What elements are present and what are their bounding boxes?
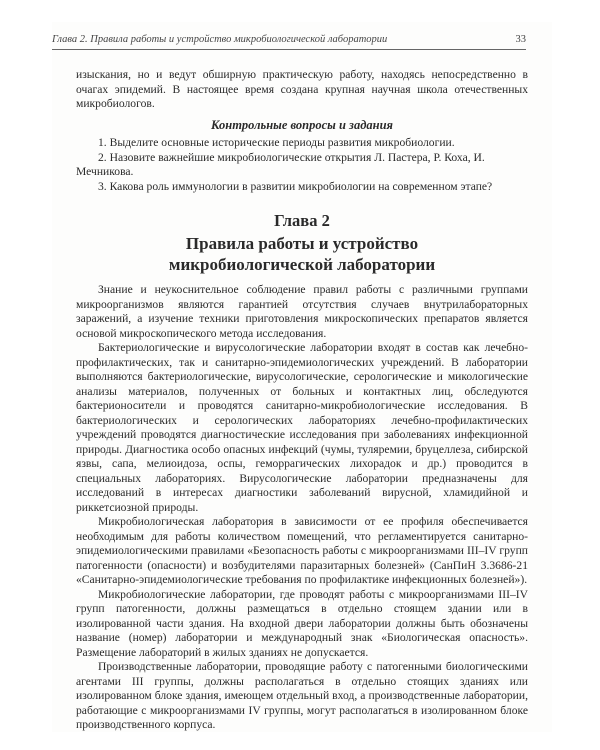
running-header (52, 34, 526, 50)
running-title: Глава 2. Правила работы и устройство микробиологической лаборатории (52, 34, 388, 45)
body-paragraph-4: Микробиологические лаборатории, где проводят работы с микроорганизмами III–IV групп патогенности, должны размещаться в отдельно стоящем здании или в изолированной части здания. На входной двери лаборатории должны быть обозначены название (номер) лаборатории и международный знак «Биологическая опасность». Размещение лабораторий в жилых зданиях не допускается. (76, 587, 528, 659)
intro-paragraph: изыскания, но и ведут обширную практическую работу, находясь непосредственно в очагах эпидемий. В настоящее время создана крупная научная школа отечественных микробиологов. (76, 68, 528, 110)
chapter-body (76, 283, 528, 733)
questions-list (76, 136, 528, 194)
header-rule (52, 49, 526, 50)
intro-text-block (76, 68, 528, 112)
chapter-label: Глава 2 (274, 211, 330, 230)
body-paragraph-5: Производственные лаборатории, проводящие работу с патогенными биологическими агентами III группы, должны располагаться в отдельно стоящих зданиях или изолированном блоке здания, имеющем отдельный вход, а производственные лаборатории, работающие с микроорганизмами IV группы, могут располагаться в изолированном блоке производственного корпуса. (76, 660, 528, 731)
body-paragraph-2: Бактериологические и вирусологические лаборатории входят в состав как лечебно-профилактических, так и санитарно-эпидемиологических учреждений. В лаборатории выполняются бактериологические, вирусологические, серологические и микологические анализы материалов, полученных от больных и контактных лиц, обследуются бактерионосители и проводятся санитарно-микробиологические исследования. В бактериологических и серологических лабораториях лечебно-профилактических учреждений проводятся диагностические исследования при заболеваниях инфекционной природы. Диагностика особо опасных инфекций (чумы, туляремии, бруцеллеза, сибирской язвы, сапа, мелиоидоза, оспы, геморрагических лихорадок и др.) проводится в специальных лабораториях. Вирусологические лаборатории предназначены для исследований в интересах диагностики заболеваний вирусной, хламидийной и риккетсиозной природы. (76, 341, 528, 514)
body-paragraph-1: Знание и неукоснительное соблюдение правил работы с различными группами микроорганизмов являются гарантией отсутствия случаев внутрилабораторных заражений, а изучение техники приготовления микроскопических препаратов является основой микроскопического метода исследования. (76, 283, 528, 340)
questions-title: Контрольные вопросы и задания (211, 118, 393, 132)
question-item: 2. Назовите важнейшие микробиологические открытия Л. Пастера, Р. Коха, И. Мечникова. (76, 150, 485, 178)
page-number: 33 (515, 34, 526, 45)
question-item: 1. Выделите основные исторические периоды развития микробиологии. (98, 136, 455, 149)
question-item: 3. Какова роль иммунологии в развитии микробиологии на современном этапе? (98, 179, 493, 193)
chapter-title (76, 233, 528, 275)
body-paragraph-3: Микробиологическая лаборатория в зависимости от ее профиля обеспечивается необходимым для работы количеством помещений, что регламентируется санитарно-эпидемиологическими правилами «Безопасность работы с микроорганизмами III–IV групп патогенности (опасности) и возбудителями паразитарных болезней» (СанПиН 3.3686-21 «Санитарно-эпидемиологические требования по профилактике инфекционных болезней»). (76, 515, 528, 586)
chapter-title-line-1: Правила работы и устройство (185, 234, 419, 253)
chapter-title-line-2: микробиологической лаборатории (168, 255, 436, 274)
